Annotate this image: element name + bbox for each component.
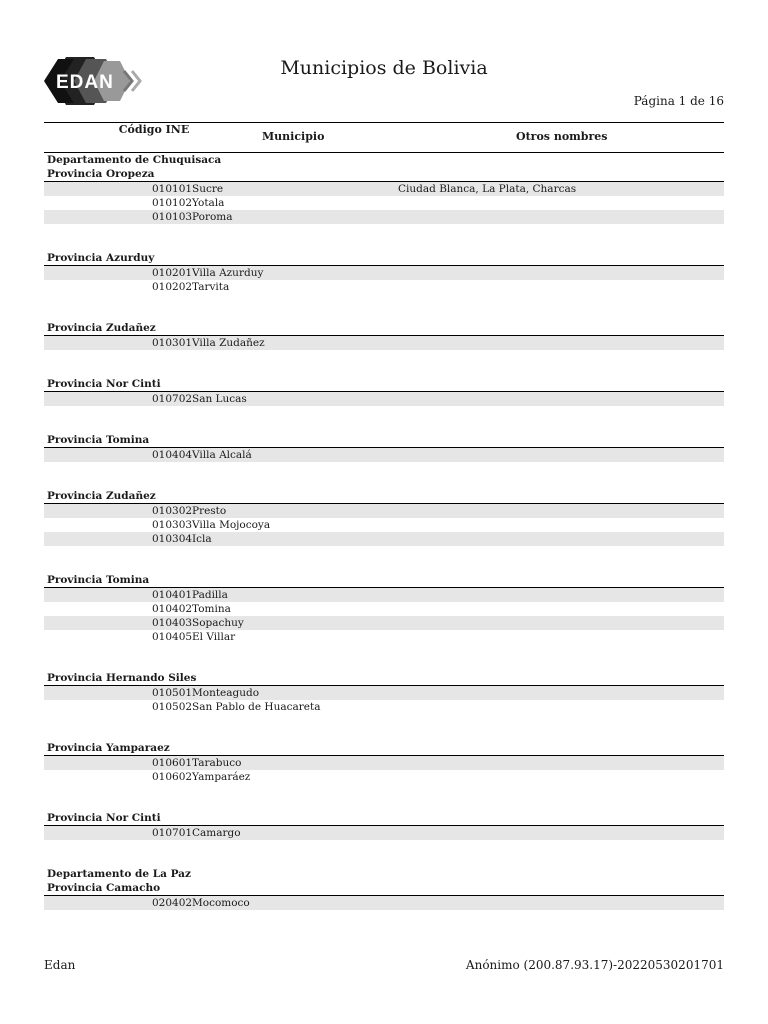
ine-code: 010301 xyxy=(152,337,193,349)
ine-code: 010601 xyxy=(152,757,193,769)
footer-right: Anónimo (200.87.93.17)-20220530201701 xyxy=(465,958,724,972)
table-header xyxy=(44,122,724,153)
ine-code: 010501 xyxy=(152,687,193,699)
municipality-name: Sopachuy xyxy=(192,617,244,629)
table-row xyxy=(44,700,724,714)
municipality-name: Sucre xyxy=(192,183,224,195)
header-other-names: Otros nombres xyxy=(516,130,608,143)
municipality-name: Tarvita xyxy=(192,281,230,293)
province-heading: Provincia Oropeza xyxy=(44,167,724,182)
section-gap xyxy=(44,644,724,671)
ine-code: 010201 xyxy=(152,267,193,279)
province-heading: Provincia Azurduy xyxy=(44,251,724,266)
ine-code: 010602 xyxy=(152,771,193,783)
section-gap xyxy=(44,462,724,489)
province-heading: Provincia Tomina xyxy=(44,573,724,588)
ine-code: 010502 xyxy=(152,701,193,713)
table-row xyxy=(44,756,724,770)
ine-code: 010401 xyxy=(152,589,193,601)
table-row xyxy=(44,826,724,840)
section-gap xyxy=(44,714,724,741)
municipalities-table xyxy=(44,122,724,910)
municipality-name: Villa Alcalá xyxy=(192,449,252,461)
municipality-name: Monteagudo xyxy=(192,687,260,699)
municipality-name: Villa Mojocoya xyxy=(192,519,271,531)
municipality-name: Poroma xyxy=(192,211,233,223)
section-gap xyxy=(44,224,724,251)
table-body xyxy=(44,153,724,910)
municipality-name: Villa Zudañez xyxy=(192,337,265,349)
ine-code: 010101 xyxy=(152,183,193,195)
ine-code: 010402 xyxy=(152,603,193,615)
table-row xyxy=(44,196,724,210)
header-municipality: Municipio xyxy=(262,130,325,143)
municipality-name: Villa Azurduy xyxy=(192,267,264,279)
page-title: Municipios de Bolivia xyxy=(280,57,488,79)
table-row xyxy=(44,686,724,700)
ine-code: 010304 xyxy=(152,533,193,545)
municipality-name: Tomina xyxy=(192,603,231,615)
ine-code: 010404 xyxy=(152,449,193,461)
municipality-name: Yotala xyxy=(192,197,225,209)
footer-left: Edan xyxy=(44,958,76,972)
table-row xyxy=(44,448,724,462)
table-row xyxy=(44,210,724,224)
other-names: Ciudad Blanca, La Plata, Charcas xyxy=(398,183,577,195)
ine-code: 010702 xyxy=(152,393,193,405)
department-heading: Departamento de Chuquisaca xyxy=(47,154,222,166)
section-gap xyxy=(44,840,724,867)
table-row xyxy=(44,602,724,616)
ine-code: 010302 xyxy=(152,505,193,517)
province-heading: Provincia Camacho xyxy=(44,881,724,896)
header-code: Código INE xyxy=(118,123,190,136)
municipality-name: El Villar xyxy=(192,631,236,643)
table-row xyxy=(44,392,724,406)
section-gap xyxy=(44,294,724,321)
table-row xyxy=(44,896,724,910)
table-row xyxy=(44,518,724,532)
table-row xyxy=(44,280,724,294)
page-number: Página 1 de 16 xyxy=(633,94,724,108)
province-heading: Provincia Yamparaez xyxy=(44,741,724,756)
table-row xyxy=(44,504,724,518)
section-gap xyxy=(44,784,724,811)
table-row xyxy=(44,336,724,350)
section-gap xyxy=(44,350,724,377)
table-row xyxy=(44,182,724,196)
province-heading: Provincia Zudañez xyxy=(44,489,724,504)
ine-code: 010102 xyxy=(152,197,193,209)
ine-code: 010303 xyxy=(152,519,193,531)
department-heading: Departamento de La Paz xyxy=(47,868,191,880)
ine-code: 010701 xyxy=(152,827,193,839)
ine-code: 010103 xyxy=(152,211,193,223)
ine-code: 020402 xyxy=(152,897,193,909)
province-heading: Provincia Hernando Siles xyxy=(44,671,724,686)
province-heading: Provincia Tomina xyxy=(44,433,724,448)
table-row xyxy=(44,630,724,644)
municipality-name: Icla xyxy=(192,533,212,545)
table-row xyxy=(44,266,724,280)
municipality-name: San Lucas xyxy=(192,393,247,405)
municipality-name: Padilla xyxy=(192,589,228,601)
municipality-name: Presto xyxy=(192,505,227,517)
svg-text:EDAN: EDAN xyxy=(56,72,114,93)
municipality-name: Camargo xyxy=(192,827,241,839)
ine-code: 010202 xyxy=(152,281,193,293)
table-row xyxy=(44,532,724,546)
municipality-name: Tarabuco xyxy=(192,757,242,769)
ine-code: 010403 xyxy=(152,617,193,629)
province-heading: Provincia Nor Cinti xyxy=(44,811,724,826)
section-gap xyxy=(44,406,724,433)
section-gap xyxy=(44,546,724,573)
province-heading: Provincia Nor Cinti xyxy=(44,377,724,392)
municipality-name: San Pablo de Huacareta xyxy=(192,701,321,713)
province-heading: Provincia Zudañez xyxy=(44,321,724,336)
table-row xyxy=(44,770,724,784)
ine-code: 010405 xyxy=(152,631,193,643)
table-row xyxy=(44,588,724,602)
table-row xyxy=(44,616,724,630)
municipality-name: Mocomoco xyxy=(192,897,250,909)
municipality-name: Yamparáez xyxy=(192,771,251,783)
